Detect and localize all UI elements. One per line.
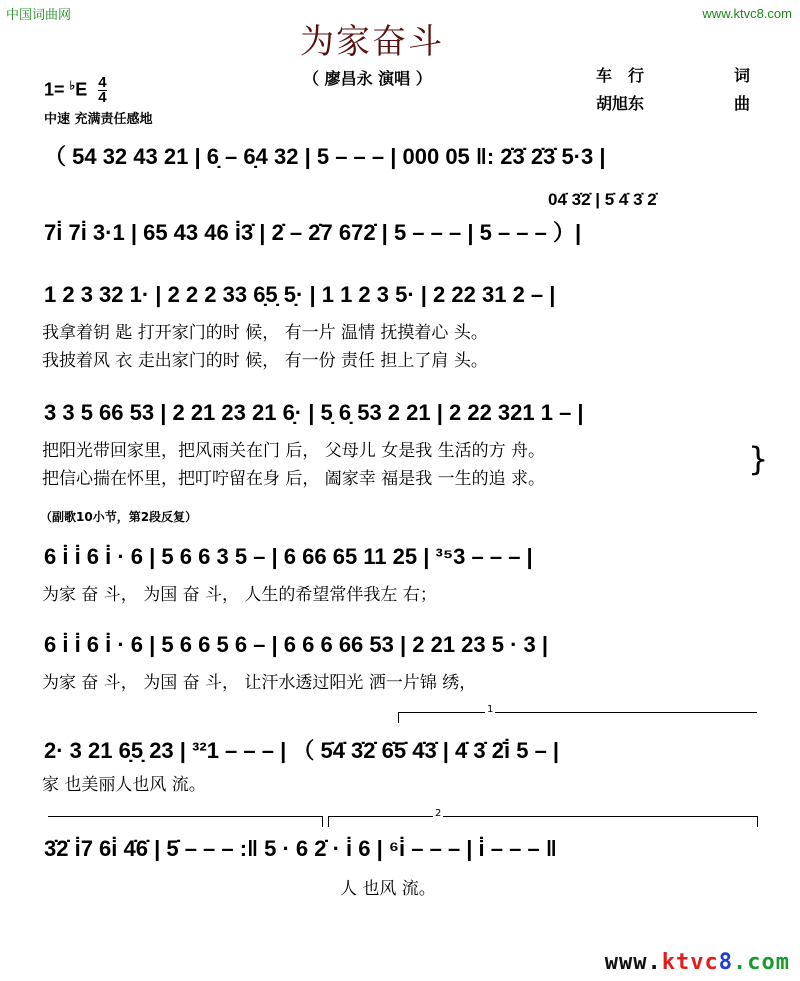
brace-icon: }: [748, 440, 769, 478]
lyric-ending: 人 也风 流。: [340, 879, 436, 899]
watermark-site-name: 中国词曲网: [6, 8, 72, 23]
notation-line-verse-2: 3 3 5 66 53 | 2 21 23 21 6̣· | 5̣ 6̣ 53 2 21 | 2 22 321 1 – |: [44, 400, 584, 425]
key-prefix: 1=: [44, 79, 65, 100]
volta-bracket-1: [398, 704, 757, 723]
volta-number-2: 2: [435, 808, 442, 819]
key-signature: [44, 76, 107, 105]
time-sig-top: 4: [98, 74, 107, 91]
logo-part-8: 8: [718, 950, 734, 975]
lyricist-name: 车 行: [596, 66, 645, 85]
time-sig-bottom: 4: [98, 89, 107, 106]
key-note: E: [75, 79, 88, 100]
volta-number-1: 1: [487, 704, 494, 715]
lyric-verse-1-stanza-2: 我披着风 衣 走出家门的时 候， 有一份 责任 担上了肩 头。: [42, 351, 488, 371]
tempo-marking: 中速 充满责任感地: [44, 112, 153, 127]
song-title: 为家奋斗: [300, 22, 444, 62]
notation-line-verse-1: 1 2 3 32 1· | 2 2 2 33 6̣5̣ 5̣· | 1 1 2 3 5· | 2 22 31 2 – |: [44, 282, 556, 307]
notation-line-ending: 3̇2̇ i̇7 6i̇ 4̇6̇ | 5̇ – – – :‖ 5 · 6 2̇ · i̇ 6 | ⁶i̇ – – – | i̇ – – – ‖: [44, 836, 557, 861]
credit-lyricist: [596, 62, 764, 90]
lyric-chorus-3: 家 也美丽人也风 流。: [42, 775, 206, 795]
volta-bracket-2: [328, 808, 758, 827]
logo-part-ktvc: ktvc: [661, 950, 719, 975]
lyric-verse-1-stanza-1: 我拿着钥 匙 打开家门的时 候， 有一片 温情 抚摸着心 头。: [42, 323, 488, 343]
lyric-verse-2-stanza-1: 把阳光带回家里，把风雨关在门 后， 父母儿 女是我 生活的方 舟。: [42, 441, 546, 461]
volta-bracket-1-cont: [48, 816, 323, 827]
lyric-chorus-2: 为家 奋 斗， 为国 奋 斗， 让汗水透过阳光 洒一片锦 绣，: [42, 673, 477, 693]
flat-icon: ♭: [69, 78, 76, 93]
logo-part-www: www.: [604, 950, 662, 975]
notation-line-intro-1: （ 54 32 43 21 | 6̣ – 6̣4 32 | 5 – – – | 000 05 ‖: 2̇3̇ 2̇3̇ 5·3 |: [44, 144, 606, 169]
lyric-chorus-1: 为家 奋 斗， 为国 奋 斗， 人生的希望常伴我左 右；: [42, 585, 437, 605]
chorus-note: （副歌10小节，第2段反复）: [40, 510, 198, 524]
credit-composer: [596, 90, 764, 118]
watermark-site-url: www.ktvc8.com: [702, 6, 792, 21]
footer-site-logo: [605, 950, 790, 975]
credits: [596, 62, 764, 118]
time-signature: [98, 76, 106, 105]
notation-line-chorus-2: 6 i̇ i̇ 6 i̇ · 6 | 5 6 6 5 6 – | 6 6 6 66 53 | 2 21 23 5 · 3 |: [44, 632, 549, 657]
lyric-verse-2-stanza-2: 把信心揣在怀里，把叮咛留在身 后， 阖家幸 福是我 一生的追 求。: [42, 469, 546, 489]
lyricist-role: 词: [734, 66, 751, 85]
notation-line-chorus-3: 2· 3 21 6̣5̣ 23 | ³²1 – – – | （ 5̇4̇ 3̇2̇ 6̇5̇ 4̇3̇ | 4̇ 3̇ 2̇i̇ 5 – |: [44, 738, 560, 763]
composer-role: 曲: [734, 94, 751, 113]
composer-name: 胡旭东: [596, 94, 645, 113]
notation-upper-voice: 04̇ 3̇2̇ | 5̇ 4̇ 3̇ 2̇: [548, 190, 657, 209]
logo-part-com: .com: [733, 950, 790, 975]
notation-line-intro-2: 7i̇ 7i̇ 3·1 | 65 43 46 i̇3̇ | 2̇ – 2̇7 672̇ | 5 – – – | 5 – – – ）|: [44, 220, 582, 245]
notation-line-chorus-1: 6 i̇ i̇ 6 i̇ · 6 | 5 6 6 3 5 – | 6 66 65 11 25 | ³⁵3 – – – |: [44, 544, 533, 569]
singer-credit: （ 廖昌永 演唱 ）: [303, 69, 432, 88]
